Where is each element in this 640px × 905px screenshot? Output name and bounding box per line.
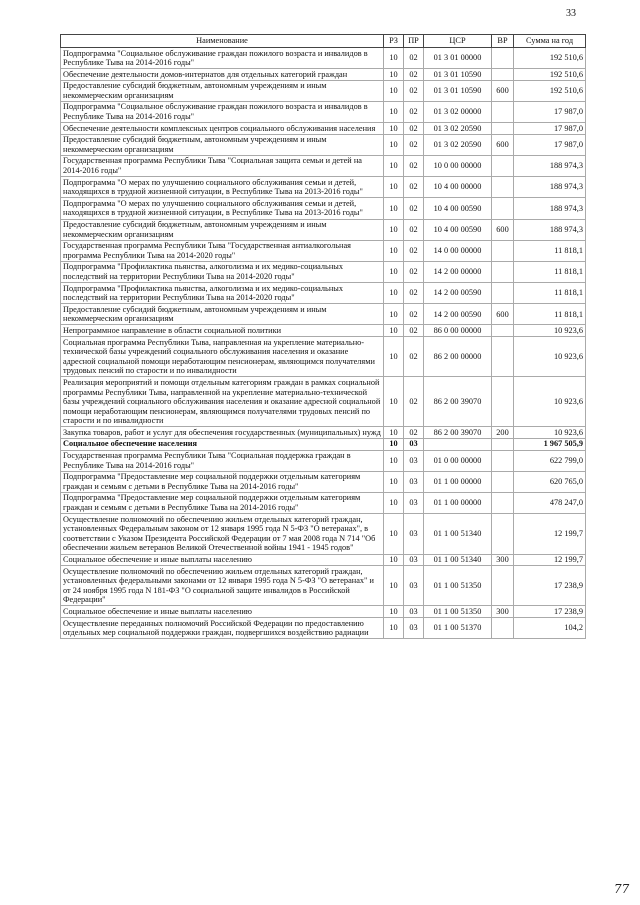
table-row bbox=[61, 261, 586, 282]
table-row bbox=[61, 240, 586, 261]
row-rz: 10 bbox=[384, 134, 404, 155]
header-sum: Сумма на год bbox=[514, 35, 586, 48]
row-vr bbox=[492, 177, 514, 198]
row-pr: 02 bbox=[404, 134, 424, 155]
row-vr bbox=[492, 283, 514, 304]
row-name: Осуществление полномочий по обеспечению жильем отдельных категорий граждан, установленных федеральными законами от 12 января 1995 года N 5-ФЗ "О ветеранах" и от 24 ноября 1995 года N 181-ФЗ "О социальной защите инвалидов в Российской Федерации" bbox=[61, 566, 384, 606]
table-row bbox=[61, 554, 586, 566]
row-name: Социальное обеспечение и иные выплаты населению bbox=[61, 606, 384, 618]
row-sum: 11 818,1 bbox=[514, 304, 586, 325]
row-rz: 10 bbox=[384, 471, 404, 492]
row-name: Подпрограмма "Профилактика пьянства, алкоголизма и их медико-социальных последствий на территории Республики Тыва на 2014-2020 годы" bbox=[61, 261, 384, 282]
row-vr: 300 bbox=[492, 554, 514, 566]
row-pr: 03 bbox=[404, 566, 424, 606]
row-sum: 1 967 505,9 bbox=[514, 438, 586, 450]
row-rz: 10 bbox=[384, 219, 404, 240]
row-name: Социальное обеспечение и иные выплаты населению bbox=[61, 554, 384, 566]
table-row bbox=[61, 492, 586, 513]
row-pr: 03 bbox=[404, 471, 424, 492]
row-csr: 01 3 02 20590 bbox=[424, 123, 492, 135]
row-name: Государственная программа Республики Тыва "Социальная поддержка граждан в Республике Тыва на 2014-2016 годы" bbox=[61, 450, 384, 471]
row-pr: 02 bbox=[404, 198, 424, 219]
row-pr: 02 bbox=[404, 123, 424, 135]
row-csr: 86 0 00 00000 bbox=[424, 325, 492, 337]
row-rz: 10 bbox=[384, 450, 404, 471]
row-name: Подпрограмма "Профилактика пьянства, алкоголизма и их медико-социальных последствий на территории Республики Тыва на 2014-2020 годы" bbox=[61, 283, 384, 304]
row-rz: 10 bbox=[384, 438, 404, 450]
table-row bbox=[61, 80, 586, 101]
row-csr: 10 4 00 00000 bbox=[424, 177, 492, 198]
row-pr: 02 bbox=[404, 69, 424, 81]
row-rz: 10 bbox=[384, 514, 404, 554]
row-sum: 12 199,7 bbox=[514, 554, 586, 566]
row-csr: 10 0 00 00000 bbox=[424, 155, 492, 176]
row-vr bbox=[492, 337, 514, 377]
table-row bbox=[61, 304, 586, 325]
row-name: Подпрограмма "Предоставление мер социальной поддержки отдельным категориям граждан и семьям с детьми в Республике Тыва на 2014-2016 годы" bbox=[61, 471, 384, 492]
row-vr bbox=[492, 438, 514, 450]
row-pr: 03 bbox=[404, 450, 424, 471]
row-pr: 02 bbox=[404, 337, 424, 377]
row-vr bbox=[492, 69, 514, 81]
row-vr bbox=[492, 240, 514, 261]
row-rz: 10 bbox=[384, 101, 404, 122]
row-csr: 01 1 00 51350 bbox=[424, 566, 492, 606]
table-row bbox=[61, 69, 586, 81]
row-vr bbox=[492, 471, 514, 492]
row-pr: 02 bbox=[404, 219, 424, 240]
row-csr: 01 1 00 51340 bbox=[424, 514, 492, 554]
row-pr: 03 bbox=[404, 606, 424, 618]
header-rz: РЗ bbox=[384, 35, 404, 48]
row-name: Подпрограмма "Социальное обслуживание граждан пожилого возраста и инвалидов в Республике Тыва на 2014-2016 годы" bbox=[61, 48, 384, 69]
row-name: Социальная программа Республики Тыва, направленная на укрепление материально-технической базы учреждений социального обслуживания населения и оказание адресной социальной помощи неработающим пенсионерам, являющимся получателями трудовых пенсий по старости и по инвалидности bbox=[61, 337, 384, 377]
row-rz: 10 bbox=[384, 123, 404, 135]
table-row bbox=[61, 177, 586, 198]
row-vr: 300 bbox=[492, 606, 514, 618]
row-vr bbox=[492, 261, 514, 282]
row-pr: 02 bbox=[404, 177, 424, 198]
row-vr bbox=[492, 618, 514, 639]
row-pr: 02 bbox=[404, 155, 424, 176]
row-csr: 01 3 01 10590 bbox=[424, 69, 492, 81]
row-name: Предоставление субсидий бюджетным, автономным учреждениям и иным некоммерческим организациям bbox=[61, 134, 384, 155]
row-rz: 10 bbox=[384, 240, 404, 261]
row-rz: 10 bbox=[384, 261, 404, 282]
row-pr: 03 bbox=[404, 492, 424, 513]
row-csr: 14 2 00 00000 bbox=[424, 261, 492, 282]
row-sum: 17 987,0 bbox=[514, 101, 586, 122]
row-vr bbox=[492, 123, 514, 135]
row-sum: 10 923,6 bbox=[514, 325, 586, 337]
row-name: Закупка товаров, работ и услуг для обеспечения государственных (муниципальных) нужд bbox=[61, 427, 384, 439]
row-rz: 10 bbox=[384, 427, 404, 439]
row-csr: 01 1 00 51340 bbox=[424, 554, 492, 566]
row-sum: 11 818,1 bbox=[514, 261, 586, 282]
row-name: Подпрограмма "Предоставление мер социальной поддержки отдельным категориям граждан и семьям с детьми в Республике Тыва на 2014-2016 годы" bbox=[61, 492, 384, 513]
row-rz: 10 bbox=[384, 492, 404, 513]
row-csr: 01 1 00 00000 bbox=[424, 492, 492, 513]
row-name: Подпрограмма "О мерах по улучшению социального обслуживания семьи и детей, находящихся в трудной жизненной ситуации, в Республике Тыва на 2013-2016 годы" bbox=[61, 177, 384, 198]
table-row bbox=[61, 337, 586, 377]
row-rz: 10 bbox=[384, 337, 404, 377]
row-pr: 02 bbox=[404, 240, 424, 261]
row-vr: 600 bbox=[492, 134, 514, 155]
table-row bbox=[61, 101, 586, 122]
row-vr bbox=[492, 101, 514, 122]
row-pr: 02 bbox=[404, 325, 424, 337]
row-csr: 14 2 00 00590 bbox=[424, 283, 492, 304]
table-row bbox=[61, 606, 586, 618]
row-sum: 10 923,6 bbox=[514, 377, 586, 427]
row-sum: 17 238,9 bbox=[514, 566, 586, 606]
row-name: Государственная программа Республики Тыва "Социальная защита семьи и детей на 2014-2016 годы" bbox=[61, 155, 384, 176]
row-csr: 86 2 00 39070 bbox=[424, 377, 492, 427]
row-pr: 02 bbox=[404, 80, 424, 101]
row-sum: 192 510,6 bbox=[514, 69, 586, 81]
row-sum: 478 247,0 bbox=[514, 492, 586, 513]
row-csr: 10 4 00 00590 bbox=[424, 198, 492, 219]
table-row bbox=[61, 377, 586, 427]
row-sum: 188 974,3 bbox=[514, 219, 586, 240]
row-csr: 01 1 00 51350 bbox=[424, 606, 492, 618]
table-row bbox=[61, 471, 586, 492]
row-sum: 10 923,6 bbox=[514, 337, 586, 377]
row-rz: 10 bbox=[384, 48, 404, 69]
row-csr: 01 3 01 00000 bbox=[424, 48, 492, 69]
row-sum: 17 987,0 bbox=[514, 134, 586, 155]
row-pr: 02 bbox=[404, 48, 424, 69]
table-row bbox=[61, 618, 586, 639]
row-vr bbox=[492, 48, 514, 69]
row-sum: 10 923,6 bbox=[514, 427, 586, 439]
row-csr: 86 2 00 39070 bbox=[424, 427, 492, 439]
header-row bbox=[61, 35, 586, 48]
table-row bbox=[61, 198, 586, 219]
header-name: Наименование bbox=[61, 35, 384, 48]
row-vr bbox=[492, 325, 514, 337]
row-name: Обеспечение деятельности комплексных центров социального обслуживания населения bbox=[61, 123, 384, 135]
row-vr bbox=[492, 198, 514, 219]
row-pr: 02 bbox=[404, 283, 424, 304]
table-row bbox=[61, 283, 586, 304]
row-sum: 188 974,3 bbox=[514, 155, 586, 176]
row-rz: 10 bbox=[384, 606, 404, 618]
row-pr: 03 bbox=[404, 618, 424, 639]
row-name: Подпрограмма "Социальное обслуживание граждан пожилого возраста и инвалидов в Республике Тыва на 2014-2016 годы" bbox=[61, 101, 384, 122]
table-row bbox=[61, 219, 586, 240]
row-pr: 02 bbox=[404, 101, 424, 122]
row-name: Предоставление субсидий бюджетным, автономным учреждениям и иным некоммерческим организациям bbox=[61, 80, 384, 101]
table-row bbox=[61, 48, 586, 69]
handwritten-page-mark: 77 bbox=[614, 882, 630, 896]
row-rz: 10 bbox=[384, 80, 404, 101]
row-csr: 86 2 00 00000 bbox=[424, 337, 492, 377]
row-rz: 10 bbox=[384, 554, 404, 566]
row-name: Обеспечение деятельности домов-интернатов для отдельных категорий граждан bbox=[61, 69, 384, 81]
row-sum: 104,2 bbox=[514, 618, 586, 639]
table-row bbox=[61, 427, 586, 439]
row-csr bbox=[424, 438, 492, 450]
row-vr bbox=[492, 155, 514, 176]
row-sum: 192 510,6 bbox=[514, 80, 586, 101]
row-pr: 02 bbox=[404, 304, 424, 325]
row-vr bbox=[492, 514, 514, 554]
row-csr: 01 3 02 20590 bbox=[424, 134, 492, 155]
table-row bbox=[61, 450, 586, 471]
budget-table bbox=[60, 34, 586, 639]
table-row bbox=[61, 438, 586, 450]
table-row bbox=[61, 514, 586, 554]
row-csr: 01 3 01 10590 bbox=[424, 80, 492, 101]
row-csr: 01 3 02 00000 bbox=[424, 101, 492, 122]
row-csr: 01 0 00 00000 bbox=[424, 450, 492, 471]
row-pr: 02 bbox=[404, 427, 424, 439]
row-rz: 10 bbox=[384, 304, 404, 325]
row-name: Осуществление полномочий по обеспечению жильем отдельных категорий граждан, установленных Федеральным законом от 12 января 1995 года N 5-ФЗ "О ветеранах", в соответствии с Указом Президента Российской Федерации от 7 мая 2008 года N 714 "Об обеспечении жильем ветеранов Великой Отечественной войны 1941 - 1945 годов" bbox=[61, 514, 384, 554]
row-vr bbox=[492, 492, 514, 513]
table-row bbox=[61, 123, 586, 135]
row-pr: 02 bbox=[404, 377, 424, 427]
row-pr: 02 bbox=[404, 261, 424, 282]
row-rz: 10 bbox=[384, 198, 404, 219]
row-rz: 10 bbox=[384, 155, 404, 176]
row-csr: 10 4 00 00590 bbox=[424, 219, 492, 240]
header-csr: ЦСР bbox=[424, 35, 492, 48]
row-name: Государственная программа Республики Тыва "Государственная антиалкогольная программа Республики Тыва на 2014-2020 годы" bbox=[61, 240, 384, 261]
table-row bbox=[61, 325, 586, 337]
row-sum: 12 199,7 bbox=[514, 514, 586, 554]
row-vr: 200 bbox=[492, 427, 514, 439]
page-number: 33 bbox=[566, 8, 576, 19]
table-row bbox=[61, 134, 586, 155]
table-body bbox=[61, 48, 586, 639]
row-sum: 192 510,6 bbox=[514, 48, 586, 69]
row-vr bbox=[492, 377, 514, 427]
row-rz: 10 bbox=[384, 618, 404, 639]
row-vr: 600 bbox=[492, 219, 514, 240]
row-pr: 03 bbox=[404, 554, 424, 566]
row-sum: 622 799,0 bbox=[514, 450, 586, 471]
row-name: Социальное обеспечение населения bbox=[61, 438, 384, 450]
header-pr: ПР bbox=[404, 35, 424, 48]
row-sum: 17 238,9 bbox=[514, 606, 586, 618]
row-sum: 11 818,1 bbox=[514, 240, 586, 261]
row-csr: 01 1 00 51370 bbox=[424, 618, 492, 639]
row-sum: 188 974,3 bbox=[514, 198, 586, 219]
row-sum: 17 987,0 bbox=[514, 123, 586, 135]
row-rz: 10 bbox=[384, 566, 404, 606]
row-vr bbox=[492, 450, 514, 471]
row-pr: 03 bbox=[404, 514, 424, 554]
row-rz: 10 bbox=[384, 283, 404, 304]
row-csr: 14 0 00 00000 bbox=[424, 240, 492, 261]
row-sum: 11 818,1 bbox=[514, 283, 586, 304]
row-vr: 600 bbox=[492, 80, 514, 101]
table-row bbox=[61, 566, 586, 606]
row-rz: 10 bbox=[384, 377, 404, 427]
row-pr: 03 bbox=[404, 438, 424, 450]
row-name: Предоставление субсидий бюджетным, автономным учреждениям и иным некоммерческим организациям bbox=[61, 304, 384, 325]
row-sum: 188 974,3 bbox=[514, 177, 586, 198]
row-name: Реализация мероприятий и помощи отдельным категориям граждан в рамках социальной программы Республики Тыва, направленной на укрепление материально-технической базы учреждений социального обслуживания населения и оказание адресной социальной помощи неработающим пенсионерам, являющимся получателями трудовых пенсий по старости и по инвалидности bbox=[61, 377, 384, 427]
row-csr: 01 1 00 00000 bbox=[424, 471, 492, 492]
row-name: Предоставление субсидий бюджетным, автономным учреждениям и иным некоммерческим организациям bbox=[61, 219, 384, 240]
row-name: Осуществление переданных полномочий Российской Федерации по предоставлению отдельных мер социальной поддержки граждан, подвергшихся воздействию радиации bbox=[61, 618, 384, 639]
row-rz: 10 bbox=[384, 177, 404, 198]
row-sum: 620 765,0 bbox=[514, 471, 586, 492]
table-row bbox=[61, 155, 586, 176]
row-csr: 14 2 00 00590 bbox=[424, 304, 492, 325]
row-vr bbox=[492, 566, 514, 606]
row-rz: 10 bbox=[384, 69, 404, 81]
row-name: Непрограммное направление в области социальной политики bbox=[61, 325, 384, 337]
row-name: Подпрограмма "О мерах по улучшению социального обслуживания семьи и детей, находящихся в трудной жизненной ситуации, в Республике Тыва на 2013-2016 годы" bbox=[61, 198, 384, 219]
row-vr: 600 bbox=[492, 304, 514, 325]
row-rz: 10 bbox=[384, 325, 404, 337]
header-vr: ВР bbox=[492, 35, 514, 48]
